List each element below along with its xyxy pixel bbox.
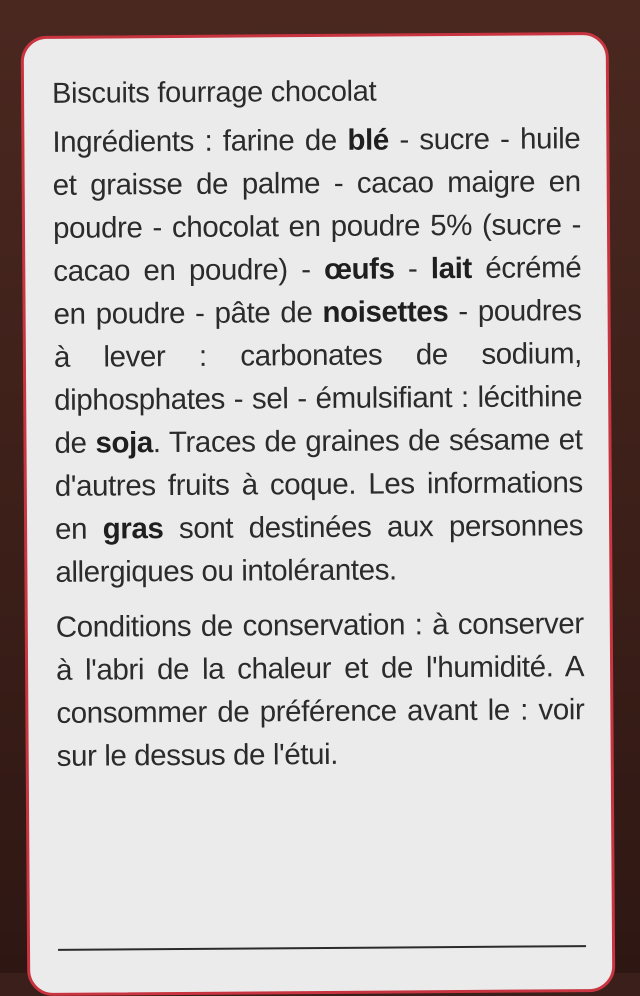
storage-conditions: Conditions de conservation : à conserver à l'abri de la chaleur et de l'humidité. A consommer de préférence avant le : voir sur le dessus de l'étui. bbox=[55, 607, 585, 773]
ingredients-text: Ingrédients : farine de blé - sucre - huile et graisse de palme - cacao maigre en poudre - chocolat en poudre 5% (sucre - cacao en poudre) - œufs - lait écrémé en poudre - pâte de noisettes - poudres à lever : carbonates de sodium, diphosphates - sel - émulsifiant : lécithine de soja. Traces de graines de sésame et d'autres fruits à coque. Les informations en gras sont destinées aux personnes allergiques ou intolérantes. bbox=[52, 122, 584, 589]
ingredients-label-panel bbox=[21, 32, 616, 996]
allergen-word: soja bbox=[95, 426, 153, 460]
allergen-word: lait bbox=[430, 251, 472, 286]
allergen-word: gras bbox=[102, 512, 164, 546]
allergen-word: blé bbox=[347, 123, 389, 157]
allergen-word: œufs bbox=[323, 252, 395, 286]
product-title: Biscuits fourrage chocolat bbox=[51, 75, 377, 110]
divider-line bbox=[58, 945, 586, 951]
allergen-note: Les informations en gras sont destinées aux personnes allergiques ou intolérantes. bbox=[54, 466, 584, 589]
allergen-word: noisettes bbox=[322, 295, 449, 329]
